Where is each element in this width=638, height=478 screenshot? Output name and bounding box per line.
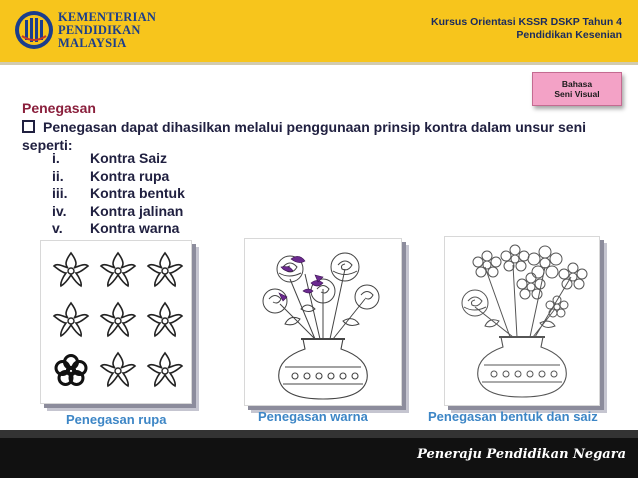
caption-rupa: Penegasan rupa xyxy=(66,412,167,427)
figure-shape-contrast xyxy=(40,240,192,404)
bullet-paragraph xyxy=(22,118,612,154)
list-item: i. Kontra Saiz xyxy=(52,150,168,166)
header-divider xyxy=(0,62,638,65)
ministry-logo xyxy=(14,8,157,54)
course-line2: Pendidikan Kesenian xyxy=(516,29,622,41)
bullet-text: Penegasan dapat dihasilkan melalui penggunaan prinsip kontra dalam unsur seni seperti: xyxy=(22,119,587,153)
figure-color-contrast xyxy=(244,238,402,406)
badge-line2: Seni Visual xyxy=(554,89,600,99)
caption-warna: Penegasan warna xyxy=(258,409,368,424)
footer-accent xyxy=(0,430,638,438)
rose-vase-icon xyxy=(245,239,401,405)
caption-bentuk-saiz: Penegasan bentuk dan saiz xyxy=(428,409,598,424)
figure-form-size-contrast xyxy=(444,236,600,406)
checkbox-bullet-icon xyxy=(22,120,35,133)
mixed-flower-vase-icon xyxy=(445,237,599,405)
list-item: iii. Kontra bentuk xyxy=(52,185,185,201)
org-line2: PENDIDIKAN xyxy=(58,23,141,37)
flower-grid-icon xyxy=(41,241,191,403)
org-line1: KEMENTERIAN xyxy=(58,10,157,24)
list-item: ii. Kontra rupa xyxy=(52,167,170,184)
section-title: Penegasan xyxy=(22,100,96,116)
ministry-name xyxy=(58,11,156,50)
org-line3: MALAYSIA xyxy=(58,36,127,50)
footer-tagline: Peneraju Pendidikan Negara xyxy=(417,447,626,462)
course-line1: Kursus Orientasi KSSR DSKP Tahun 4 xyxy=(431,16,622,28)
crest-icon xyxy=(14,10,54,50)
list-item: iv. Kontra jalinan xyxy=(52,202,184,219)
badge-line1: Bahasa xyxy=(561,79,593,89)
list-item: v. Kontra warna xyxy=(52,220,180,236)
subject-badge xyxy=(532,72,622,106)
contrast-list xyxy=(52,150,185,238)
course-title xyxy=(431,16,622,42)
